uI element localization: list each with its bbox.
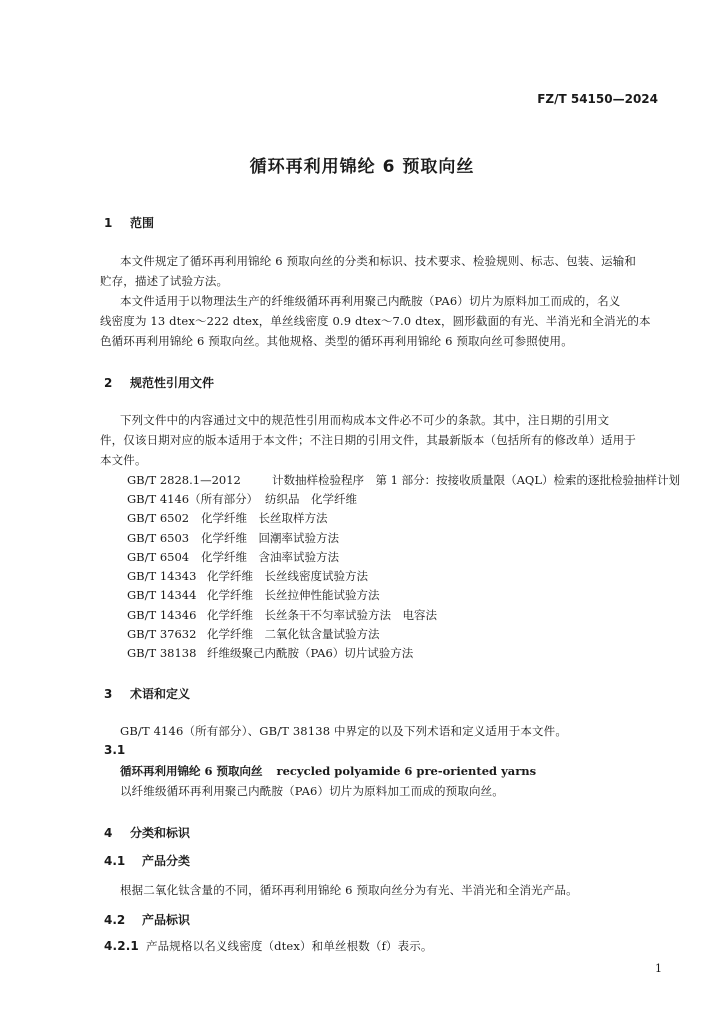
marking-item: 4.2.1 产品规格以名义线密度（dtex）和单丝根数（f）表示。	[104, 939, 433, 953]
reference-item: GB/T 4146（所有部分） 纺织品 化学纤维	[127, 492, 357, 506]
reference-item: GB/T 38138 纤维级聚己内酰胺（PA6）切片试验方法	[127, 646, 414, 660]
section-heading-scope: 1 范围	[104, 216, 155, 230]
page-number: 1	[655, 962, 662, 975]
scope-line: 本文件规定了循环再利用锦纶 6 预取向丝的分类和标识、技术要求、检验规则、标志、包装、运输和	[120, 254, 637, 268]
subsection-heading-product-classification: 4.1 产品分类	[104, 854, 191, 868]
reference-item: GB/T 37632 化学纤维 二氧化钛含量试验方法	[127, 627, 380, 641]
section-heading-terms: 3 术语和定义	[104, 687, 191, 701]
classification-text: 根据二氧化钛含量的不同，循环再利用锦纶 6 预取向丝分为有光、半消光和全消光产品。	[120, 883, 578, 897]
scope-line: 色循环再利用锦纶 6 预取向丝。其他规格、类型的循环再利用锦纶 6 预取向丝可参照使用。	[100, 334, 573, 348]
reference-item: GB/T 2828.1—2012 计数抽样检验程序 第 1 部分：按接收质量限（AQL）检索的逐批检验抽样计划	[127, 473, 680, 487]
reference-item: GB/T 14344 化学纤维 长丝拉伸性能试验方法	[127, 588, 380, 602]
normative-intro-line: 下列文件中的内容通过文中的规范性引用而构成本文件必不可少的条款。其中，注日期的引用文	[120, 413, 610, 427]
reference-item: GB/T 14346 化学纤维 长丝条干不匀率试验方法 电容法	[127, 608, 437, 622]
terms-intro: GB/T 4146（所有部分）、GB/T 38138 中界定的以及下列术语和定义适用于本文件。	[120, 724, 567, 738]
normative-intro-line: 本文件。	[100, 453, 147, 467]
reference-item: GB/T 6503 化学纤维 回潮率试验方法	[127, 531, 339, 545]
term-number: 3.1	[104, 743, 126, 757]
document-title: 循环再利用锦纶 6 预取向丝	[249, 157, 475, 177]
term-definition: 以纤维级循环再利用聚己内酰胺（PA6）切片为原料加工而成的预取向丝。	[120, 784, 504, 798]
normative-intro-line: 件，仅该日期对应的版本适用于本文件；不注日期的引用文件，其最新版本（包括所有的修改单）适用于	[100, 433, 636, 447]
standard-code: FZ/T 54150—2024	[537, 92, 658, 106]
reference-item: GB/T 14343 化学纤维 长丝线密度试验方法	[127, 569, 368, 583]
scope-line: 线密度为 13 dtex～222 dtex，单丝线密度 0.9 dtex～7.0 dtex，圆形截面的有光、半消光和全消光的本	[100, 314, 651, 328]
section-heading-classification: 4 分类和标识	[104, 826, 191, 840]
subsection-heading-product-marking: 4.2 产品标识	[104, 913, 191, 927]
reference-item: GB/T 6504 化学纤维 含油率试验方法	[127, 550, 339, 564]
term-title: 循环再利用锦纶 6 预取向丝 recycled polyamide 6 pre-oriented yarns	[120, 764, 537, 778]
section-heading-normative: 2 规范性引用文件	[104, 376, 215, 390]
reference-item: GB/T 6502 化学纤维 长丝取样方法	[127, 511, 328, 525]
scope-line: 本文件适用于以物理法生产的纤维级循环再利用聚己内酰胺（PA6）切片为原料加工而成的，名义	[120, 294, 621, 308]
scope-line: 贮存，描述了试验方法。	[100, 274, 229, 288]
